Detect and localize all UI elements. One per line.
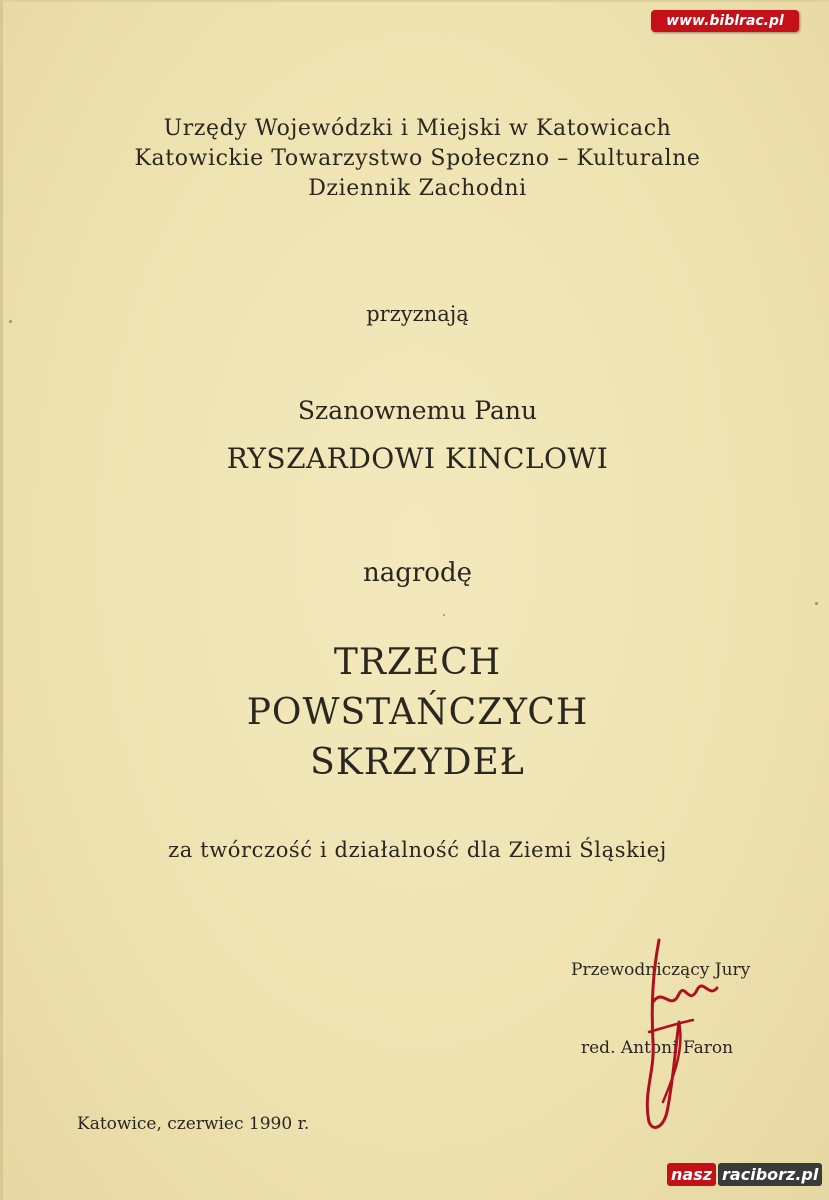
award-word: nagrodę	[362, 558, 472, 588]
paper-speck	[815, 602, 818, 605]
jury-chair-title: Przewodniczący Jury	[571, 960, 751, 980]
watermark-nasz: nasz	[667, 1163, 716, 1186]
award-title-line: POWSTAŃCZYCH	[246, 692, 589, 733]
award-reason: za twórczość i działalność dla Ziemi Śląskiej	[168, 838, 667, 862]
watermark-domain: raciborz.pl	[718, 1163, 822, 1186]
issuer-block	[3, 114, 829, 204]
award-title-line: TRZECH	[333, 642, 502, 683]
issuer-line: Urzędy Wojewódzki i Miejski w Katowicach	[163, 116, 672, 141]
grants-text: przyznają	[366, 302, 469, 326]
salutation: Szanownemu Panu	[297, 396, 538, 425]
issuer-line: Katowickie Towarzystwo Społeczno – Kulturalne	[134, 146, 701, 171]
signature-icon	[623, 932, 733, 1142]
paper-speck	[443, 614, 445, 616]
place-and-date: Katowice, czerwiec 1990 r.	[77, 1114, 310, 1134]
issuer-line: Dziennik Zachodni	[308, 176, 527, 201]
watermark-nasz-raciborz	[667, 1162, 819, 1188]
recipient-name: RYSZARDOWI KINCLOWI	[226, 442, 609, 475]
award-title	[3, 638, 829, 788]
paper-speck	[9, 320, 12, 323]
watermark-biblrac: www.biblrac.pl	[651, 10, 799, 32]
jury-chair-name: red. Antoni Faron	[581, 1038, 734, 1058]
award-title-line: SKRZYDEŁ	[310, 742, 525, 783]
